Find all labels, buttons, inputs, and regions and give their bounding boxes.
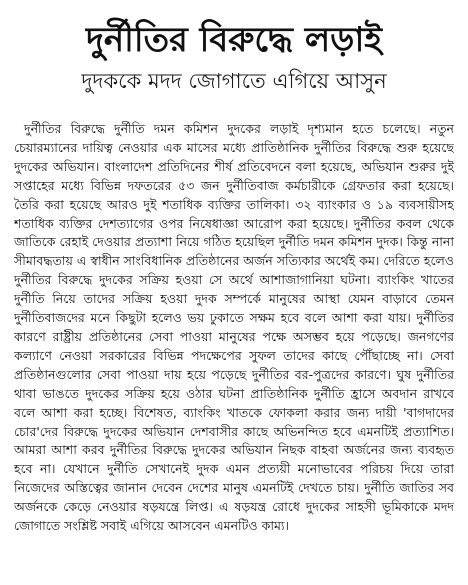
article-body: দুর্নীতির বিরুদ্ধে দুর্নীতি দমন কমিশন দুদকের লড়াই দৃশ্যমান হতে চলেছে। নতুন চেয়ারম্যানের দায়িত্ব নেওয়ার এক মাসের মধ্যে প্রাতিষ্ঠানিক দুর্নীতির বিরুদ্ধে শুরু হয়েছে দুদকের অভিযান। বাংলাদেশ প্রতিদিনের শীর্ষ প্রতিবেদনে বলা হয়েছে, অভিযান শুরুর দুই সপ্তাহের মধ্যে বিভিন্ন দফতরের ৫৩ জন দুর্নীতিবাজ কর্মচারীকে গ্রেফতার করা হয়েছে। তৈরি করা হয়েছে আরও দুই শতাধিক ব্যক্তির তালিকা। ৩২ ব্যাংকার ও ১৯ ব্যবসায়ীসহ শতাধিক ব্যক্তির দেশত্যাগের ওপর নিষেধাজ্ঞা আরোপ করা হয়েছে। দুর্নীতির কবল থেকে জাতিকে রেহাই দেওয়ার প্রত্যাশা নিয়ে গঠিত হয়েছিল দুর্নীতি দমন কমিশন দুদক। কিন্তু নানা সীমাবদ্ধতায় এ স্বাধীন সাংবিধানিক প্রতিষ্ঠানের অর্জন সত্যিকার অর্থেই কম। দেরিতে হলেও দুর্নীতির বিরুদ্ধে দুদকের সক্রিয় হওয়া সে অর্থে আশাজাগানিয়া ঘটনা। ব্যাংকিং খাতের দুর্নীতি নিয়ে তাদের সক্রিয় হওয়া দুদক সম্পর্কে মানুষের আস্থা যেমন বাড়াবে তেমন দুর্নীতিবাজদের মনে কিছুটা হলেও ভয় ঢুকাতে সক্ষম হবে বলে আশা করা যায়। দুর্নীতির কারণে রাষ্ট্রীয় প্রতিষ্ঠানের সেবা পাওয়া মানুষের পক্ষে অসম্ভব হয়ে পড়েছে। জনগণের কল্যাণে নেওয়া সরকারের বিভিন্ন পদক্ষেপের সুফল তাদের কাছে পৌঁছাচ্ছে না। সেবা প্রতিষ্ঠানগুলোর সেবা পাওয়া দায় হয়ে পড়েছে দুর্নীতির বর-পুত্রদের কারণে। ঘুষ দুর্নীতির থাবা ভাঙতে দুদকের সক্রিয় হয়ে ওঠার ঘটনা প্রাতিষ্ঠানিক দুর্নীতি হ্রাসে অবদান রাখবে বলে আশা করা হচ্ছে। বিশেষত, ব্যাংকিং খাতকে ফোকলা করার জন্য দায়ী 'বাগদাদের চোর'দের বিরুদ্ধে দুদকের অভিযান দেশবাসীর কাছে অভিনন্দিত হবে এমনটিই প্রত্যাশিত। আমরা আশা করব দুর্নীতির বিরুদ্ধে দুদকের অভিযান নিছক বাহবা অর্জনের জন্য ব্যবহৃত হবে না। যেখানে দুর্নীতি সেখানেই দুদক এমন প্রত্যয়ী মনোভাবের পরিচয় দিয়ে তারা নিজেদের অস্তিত্বের জানান দেবেন দেশের মানুষ এমনটিই দেখতে চায়। দুর্নীতি জাতির সব অর্জনকে কেড়ে নেওয়ার ষড়যন্ত্রে লিপ্ত। এ ষড়যন্ত্র রোধে দুদকের সাহসী ভূমিকাকে মদদ জোগাতে সংশ্লিষ্ট সবাই এগিয়ে আসবেন এমনটিও কাম্য। (14, 121, 454, 534)
article-headline: দুর্নীতির বিরুদ্ধে লড়াই (86, 20, 382, 60)
article-subheadline: দুদককে মদদ জোগাতে এগিয়ে আসুন (81, 69, 387, 93)
